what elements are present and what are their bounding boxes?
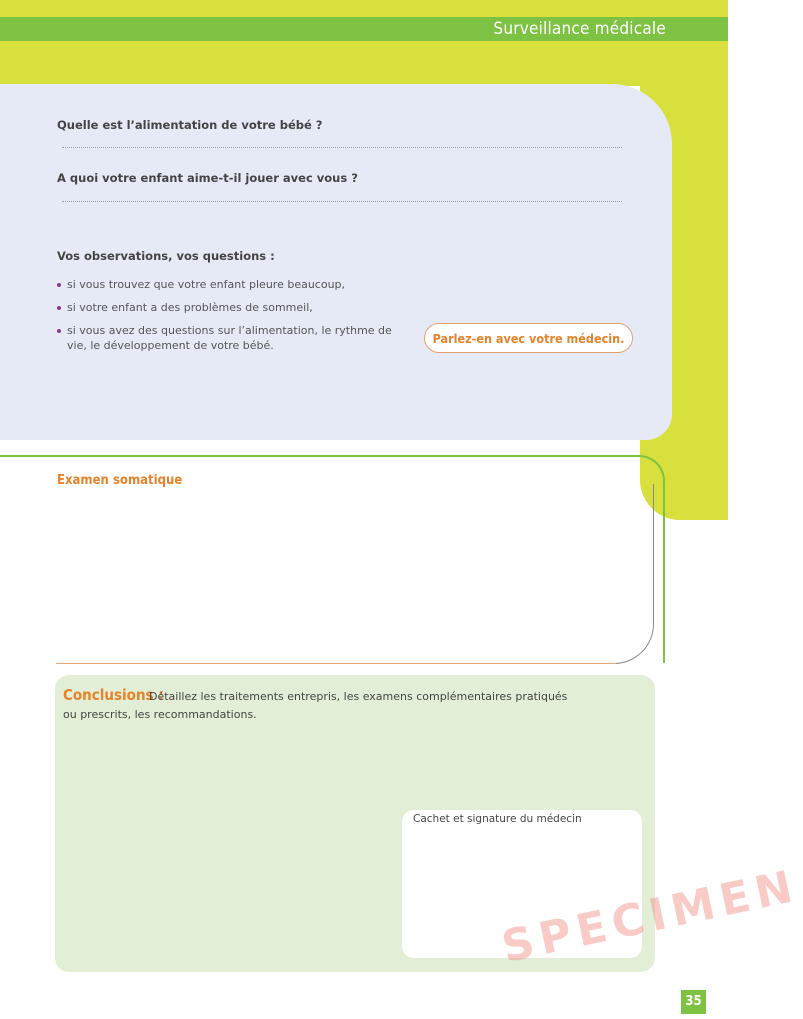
answer-line-feeding[interactable] <box>62 147 622 148</box>
conclusions-title: Conclusions : <box>63 686 164 704</box>
observations-title: Vos observations, vos questions : <box>57 249 275 263</box>
list-item-text: si votre enfant a des problèmes de sommeil, <box>67 301 313 314</box>
specimen-watermark: SPECIMEN <box>497 860 803 973</box>
page-number: 35 <box>681 990 706 1014</box>
list-item <box>55 277 415 292</box>
page-title: Surveillance médicale <box>493 19 666 39</box>
bullet-icon <box>57 306 61 310</box>
doctor-callout: Parlez-en avec votre médecin. <box>424 323 633 353</box>
list-item-text: si vous trouvez que votre enfant pleure beaucoup, <box>67 278 346 291</box>
bullet-icon <box>57 329 61 333</box>
list-item <box>55 323 407 353</box>
list-item <box>55 300 415 315</box>
exam-bottom-rule <box>56 663 616 664</box>
question-feeding: Quelle est l’alimentation de votre bébé ? <box>57 118 323 132</box>
header-background <box>0 0 728 86</box>
answer-line-play[interactable] <box>62 201 622 202</box>
signature-label: Cachet et signature du médecin <box>413 813 582 825</box>
exam-inner-frame <box>610 484 654 664</box>
exam-title: Examen somatique <box>57 473 183 488</box>
observations-list <box>55 277 415 361</box>
conclusions-instructions-cont: ou prescrits, les recommandations. <box>63 708 257 721</box>
list-item-text: si vous avez des questions sur l’alimentation, le rythme de vie, le développement de votre bébé. <box>67 324 392 352</box>
bullet-icon <box>57 283 61 287</box>
question-play: A quoi votre enfant aime-t-il jouer avec vous ? <box>57 171 358 185</box>
conclusions-instructions: Détaillez les traitements entrepris, les examens complémentaires pratiqués <box>149 690 568 703</box>
